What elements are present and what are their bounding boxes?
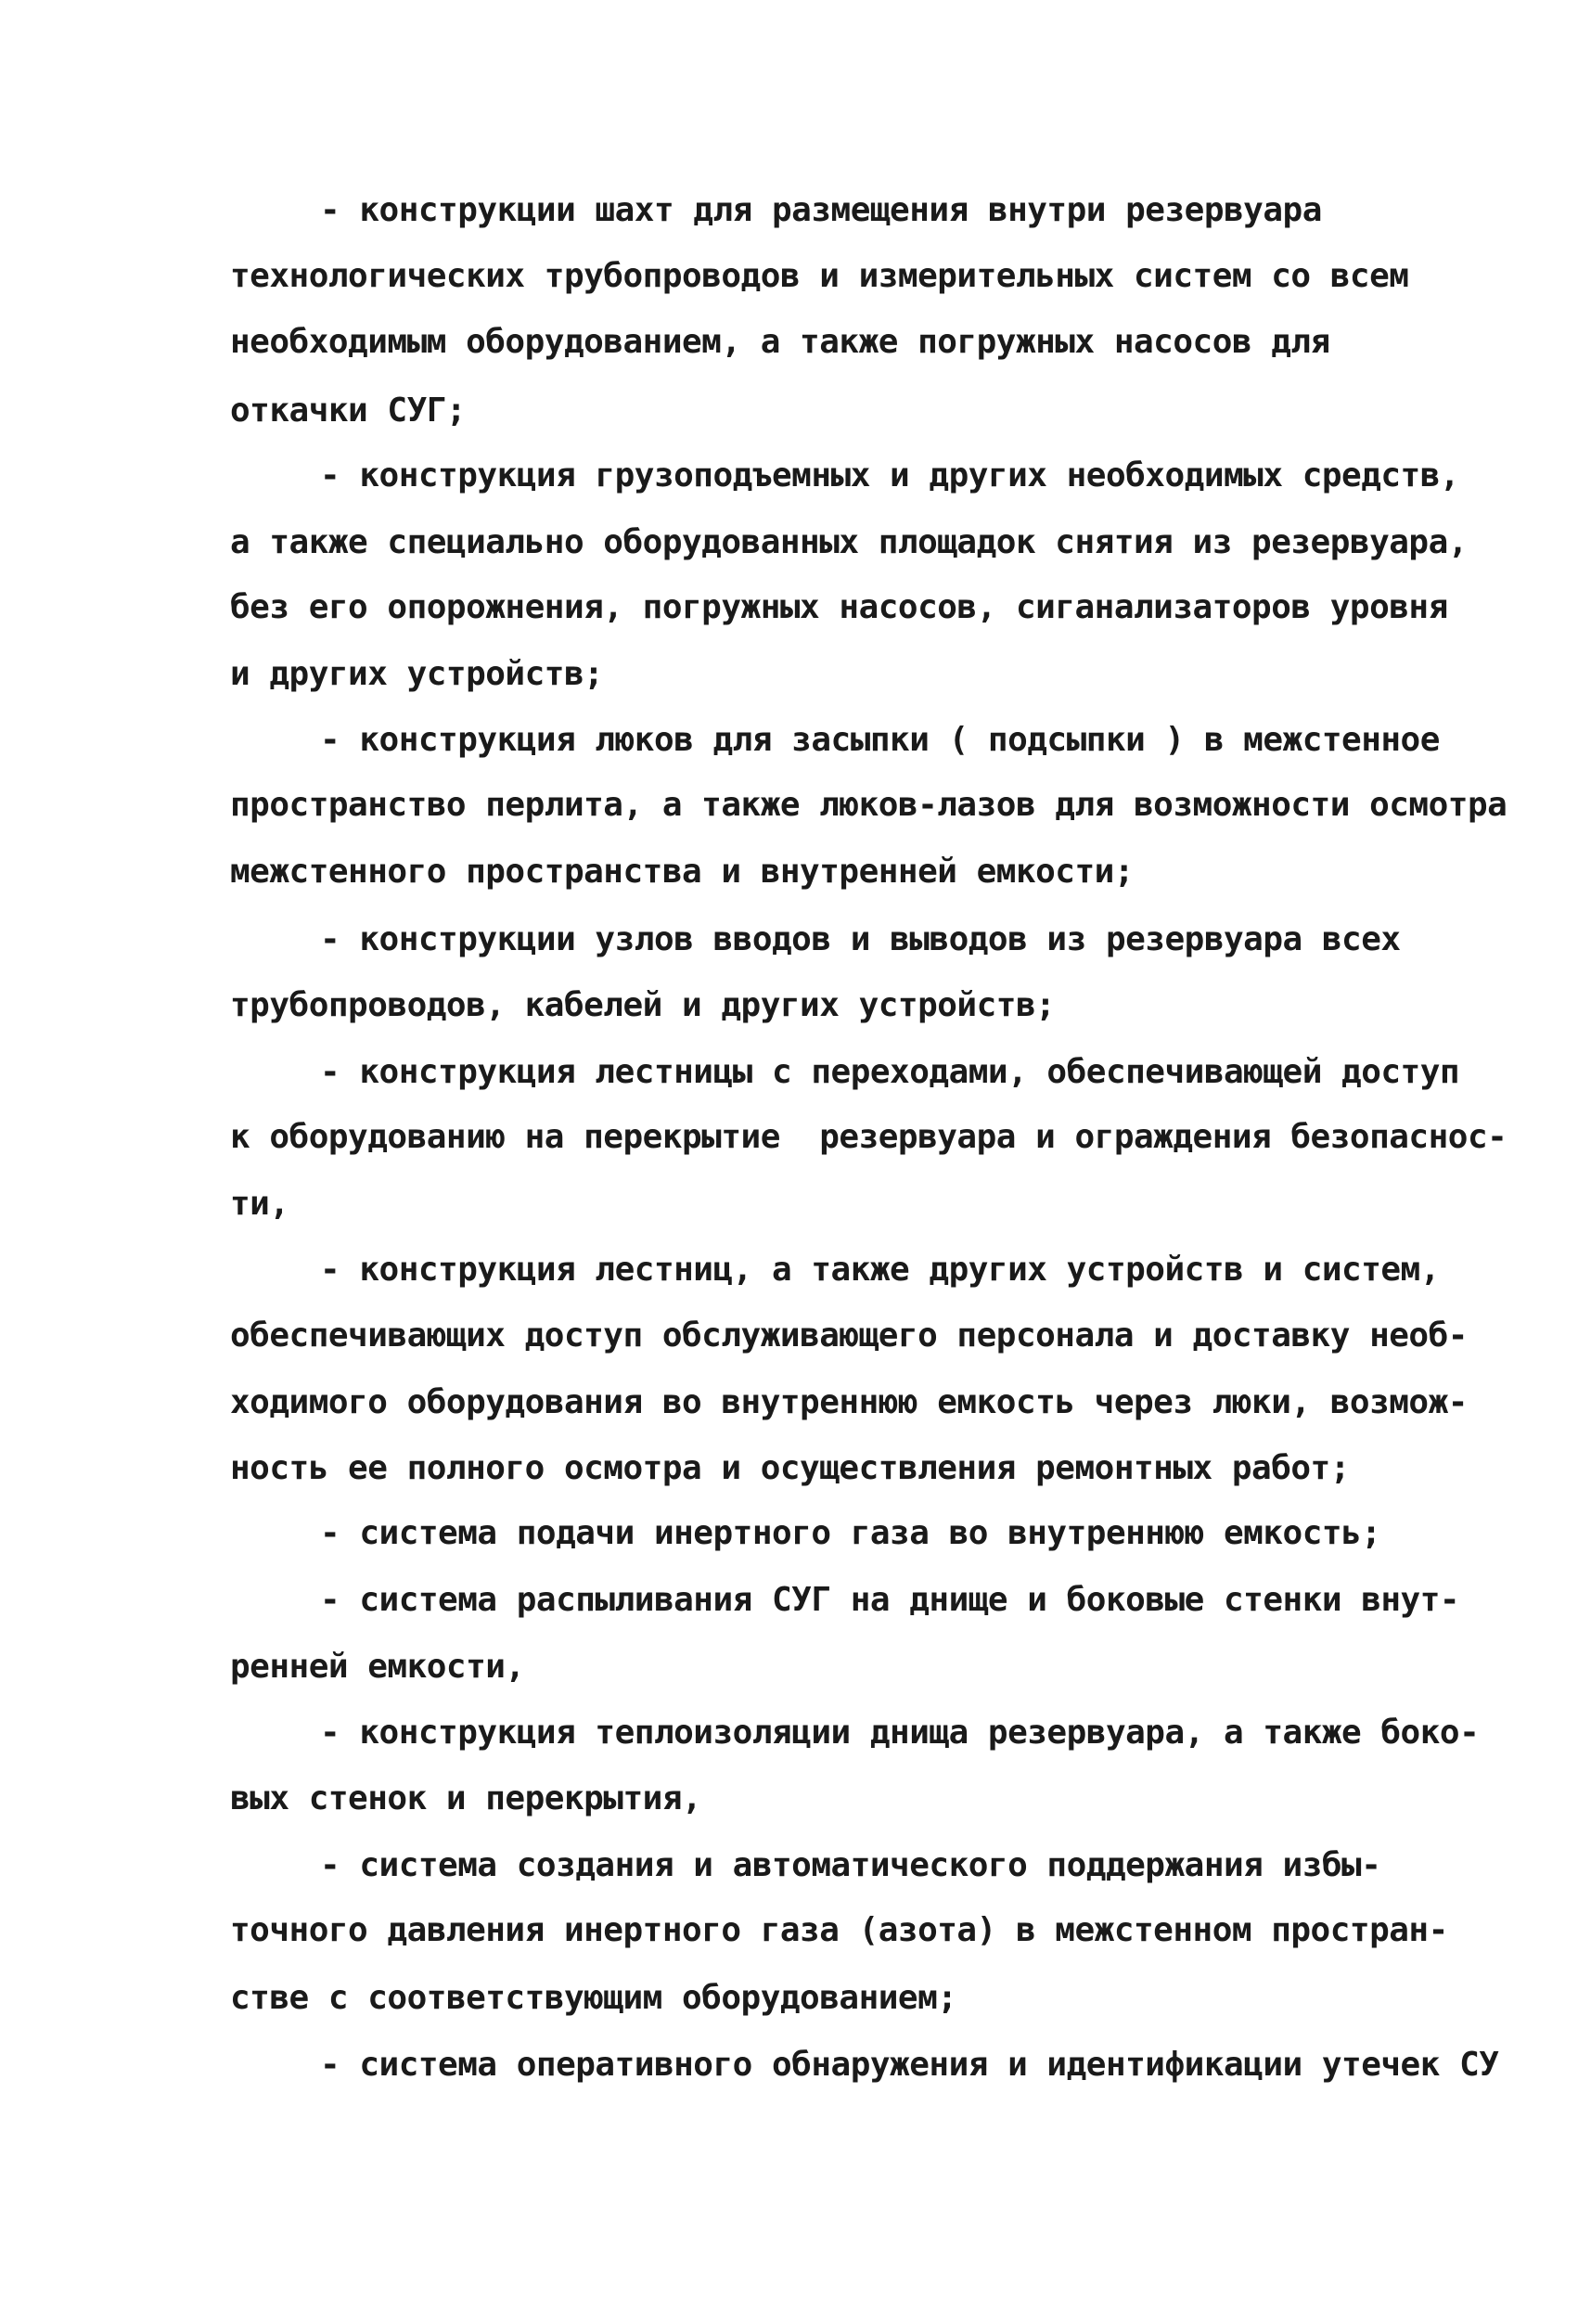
text-line: точного давления инертного газа (азота) в межстенном простран- [230, 1911, 1448, 1949]
text-line: необходимым оборудованием, а также погружных насосов для [230, 323, 1330, 361]
text-line: - конструкция грузоподъемных и других необходимых средств, [320, 456, 1460, 494]
text-line: обеспечивающих доступ обслуживающего персонала и доставку необ- [230, 1316, 1468, 1355]
text-line: ти, [230, 1185, 289, 1223]
text-line: - конструкция люков для засыпки ( подсыпки ) в межстенное [320, 721, 1440, 759]
text-line: без его опорожнения, погружных насосов, сиганализаторов уровня [230, 588, 1448, 626]
text-line: ность ее полного осмотра и осуществления ремонтных работ; [230, 1449, 1350, 1487]
text-line: и других устройств; [230, 655, 604, 693]
text-line: стве с соответствующим оборудованием; [230, 1979, 957, 2017]
text-line: к оборудованию на перекрытие резервуара и ограждения безопаснос- [230, 1118, 1507, 1156]
text-line: - конструкция теплоизоляции днища резервуара, а также боко- [320, 1714, 1480, 1752]
text-line: а также специально оборудованных площадок снятия из резервуара, [230, 523, 1468, 561]
text-line: - система оперативного обнаружения и идентификации утечек СУ [320, 2046, 1499, 2084]
text-line: - система распыливания СУГ на днище и боковые стенки внут- [320, 1581, 1460, 1619]
text-line: - конструкция лестницы с переходами, обеспечивающей доступ [320, 1053, 1460, 1091]
text-line: ренней емкости, [230, 1648, 525, 1686]
text-line: трубопроводов, кабелей и других устройств; [230, 986, 1056, 1024]
text-line: - конструкции узлов вводов и выводов из резервуара всех [320, 920, 1401, 958]
text-line: технологических трубопроводов и измерительных систем со всем [230, 257, 1409, 295]
text-line: пространство перлита, а также люков-лазов для возможности осмотра [230, 786, 1507, 824]
text-line: - конструкции шахт для размещения внутри резервуара [320, 191, 1322, 229]
text-line: - система подачи инертного газа во внутреннюю емкость; [320, 1514, 1381, 1552]
text-line: - конструкция лестниц, а также других устройств и систем, [320, 1251, 1440, 1289]
text-line: вых стенок и перекрытия, [230, 1779, 702, 1817]
text-line: - система создания и автоматического поддержания избы- [320, 1846, 1381, 1884]
text-line: ходимого оборудования во внутреннюю емкость через люки, возмож- [230, 1383, 1468, 1421]
text-line: откачки СУГ; [230, 392, 467, 430]
text-line: межстенного пространства и внутренней емкости; [230, 853, 1134, 891]
